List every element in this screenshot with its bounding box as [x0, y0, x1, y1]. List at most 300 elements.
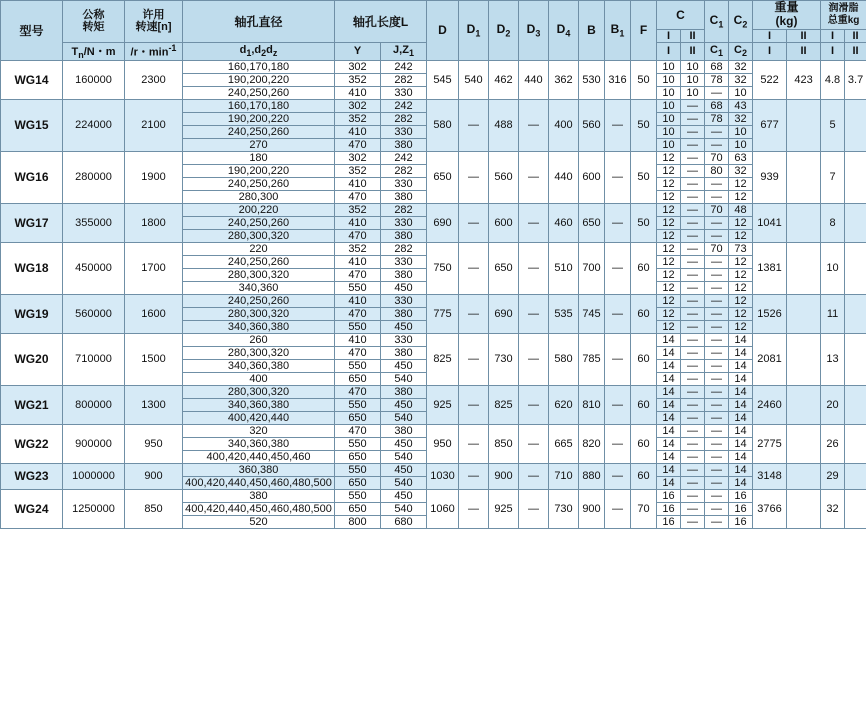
cell-torque: 800000	[63, 385, 125, 424]
cell-C1: —	[705, 398, 729, 411]
cell-D4: 730	[549, 489, 579, 528]
cell-bore-length-J: 450	[381, 281, 427, 294]
cell-grease-I: 10	[821, 242, 845, 294]
cell-B1: —	[605, 242, 631, 294]
cell-grease-II	[845, 99, 866, 151]
cell-C2: 14	[729, 450, 753, 463]
cell-C-I: 14	[657, 333, 681, 346]
header-weight: 重量 (kg)	[753, 1, 821, 30]
cell-bore-length-J: 540	[381, 450, 427, 463]
cell-grease-I: 5	[821, 99, 845, 151]
header-weight-I: I	[753, 29, 787, 42]
cell-D1: —	[459, 151, 489, 203]
cell-B: 810	[579, 385, 605, 424]
cell-C2: 14	[729, 359, 753, 372]
cell-bore-length-J: 330	[381, 86, 427, 99]
cell-C1: 68	[705, 99, 729, 112]
cell-C-I: 12	[657, 177, 681, 190]
cell-D1: —	[459, 294, 489, 333]
table-row	[1, 203, 866, 216]
header-C-II-2: II	[681, 42, 705, 60]
cell-C2: 14	[729, 411, 753, 424]
cell-C-II: —	[681, 411, 705, 424]
cell-C-II: —	[681, 177, 705, 190]
cell-grease-I: 8	[821, 203, 845, 242]
cell-D2: 650	[489, 242, 519, 294]
cell-D1: —	[459, 333, 489, 385]
cell-C2: 12	[729, 268, 753, 281]
cell-bore-length-Y: 470	[335, 307, 381, 320]
cell-bore-diameter: 220	[183, 242, 335, 255]
cell-D3: —	[519, 424, 549, 463]
cell-speed: 2100	[125, 99, 183, 151]
cell-C1: —	[705, 450, 729, 463]
cell-torque: 1000000	[63, 463, 125, 489]
cell-D3: —	[519, 203, 549, 242]
cell-bore-length-J: 282	[381, 242, 427, 255]
cell-bore-diameter: 280,300,320	[183, 229, 335, 242]
cell-C-I: 14	[657, 346, 681, 359]
cell-C2: 14	[729, 424, 753, 437]
cell-C1: —	[705, 385, 729, 398]
cell-D4: 620	[549, 385, 579, 424]
cell-bore-length-J: 242	[381, 60, 427, 73]
header-grease: 润滑脂 总重kg	[821, 1, 866, 30]
cell-C1: —	[705, 229, 729, 242]
cell-C1: 68	[705, 60, 729, 73]
cell-bore-length-J: 380	[381, 229, 427, 242]
cell-D: 545	[427, 60, 459, 99]
cell-bore-diameter: 340,360,380	[183, 359, 335, 372]
cell-D4: 362	[549, 60, 579, 99]
header-weight-II: II	[787, 29, 821, 42]
cell-C2: 12	[729, 294, 753, 307]
cell-C-II: —	[681, 164, 705, 177]
cell-F: 50	[631, 60, 657, 99]
cell-D2: 488	[489, 99, 519, 151]
cell-C-II: —	[681, 112, 705, 125]
cell-C-I: 16	[657, 489, 681, 502]
cell-speed: 1700	[125, 242, 183, 294]
cell-C-I: 12	[657, 294, 681, 307]
header-C-I-2: I	[657, 42, 681, 60]
cell-bore-diameter: 240,250,260	[183, 86, 335, 99]
cell-C-I: 12	[657, 229, 681, 242]
header-bore-dia-symbols: $d_1,d_2d_z$	[183, 42, 335, 60]
cell-C2: 32	[729, 73, 753, 86]
cell-C-II: —	[681, 463, 705, 476]
cell-C2: 10	[729, 138, 753, 151]
cell-bore-length-Y: 470	[335, 190, 381, 203]
header-C2: $C_2$	[729, 1, 753, 43]
cell-B: 650	[579, 203, 605, 242]
cell-bore-length-Y: 650	[335, 411, 381, 424]
cell-bore-length-Y: 550	[335, 463, 381, 476]
cell-torque: 355000	[63, 203, 125, 242]
cell-D3: —	[519, 489, 549, 528]
cell-C-I: 12	[657, 255, 681, 268]
cell-weight-II	[787, 203, 821, 242]
cell-grease-II	[845, 151, 866, 203]
cell-C-I: 14	[657, 450, 681, 463]
cell-C2: 32	[729, 112, 753, 125]
cell-bore-length-Y: 302	[335, 151, 381, 164]
cell-model: WG19	[1, 294, 63, 333]
cell-D1: —	[459, 424, 489, 463]
cell-grease-II	[845, 385, 866, 424]
cell-D: 775	[427, 294, 459, 333]
cell-D3: —	[519, 463, 549, 489]
cell-bore-length-Y: 410	[335, 255, 381, 268]
cell-D: 1060	[427, 489, 459, 528]
cell-C1: —	[705, 125, 729, 138]
cell-B1: —	[605, 463, 631, 489]
cell-bore-length-Y: 550	[335, 359, 381, 372]
cell-bore-length-J: 242	[381, 151, 427, 164]
cell-F: 60	[631, 385, 657, 424]
header-model: 型号	[1, 1, 63, 61]
cell-B1: —	[605, 333, 631, 385]
cell-bore-length-Y: 550	[335, 437, 381, 450]
cell-bore-length-Y: 410	[335, 177, 381, 190]
cell-bore-length-J: 242	[381, 99, 427, 112]
cell-bore-length-Y: 470	[335, 229, 381, 242]
cell-D2: 690	[489, 294, 519, 333]
cell-C-I: 10	[657, 112, 681, 125]
cell-torque: 160000	[63, 60, 125, 99]
table-row	[1, 463, 866, 476]
cell-weight-I: 2081	[753, 333, 787, 385]
header-F: F	[631, 1, 657, 61]
cell-grease-I: 32	[821, 489, 845, 528]
cell-C2: 43	[729, 99, 753, 112]
cell-bore-diameter: 280,300,320	[183, 307, 335, 320]
cell-C-II: —	[681, 216, 705, 229]
cell-weight-I: 1041	[753, 203, 787, 242]
cell-D3: —	[519, 99, 549, 151]
cell-bore-length-Y: 302	[335, 99, 381, 112]
cell-B: 560	[579, 99, 605, 151]
cell-D: 825	[427, 333, 459, 385]
header-B1: $B_1$	[605, 1, 631, 61]
cell-model: WG20	[1, 333, 63, 385]
header-torque: 公称 转矩	[63, 1, 125, 43]
cell-torque: 710000	[63, 333, 125, 385]
cell-C-I: 10	[657, 125, 681, 138]
cell-model: WG14	[1, 60, 63, 99]
table-row	[1, 60, 866, 73]
cell-bore-length-Y: 550	[335, 320, 381, 333]
header-grease-I-2: I	[821, 42, 845, 60]
cell-bore-length-J: 450	[381, 320, 427, 333]
cell-C2: 32	[729, 60, 753, 73]
cell-C-II: —	[681, 151, 705, 164]
table-body	[1, 60, 866, 528]
cell-bore-diameter: 520	[183, 515, 335, 528]
cell-bore-length-Y: 800	[335, 515, 381, 528]
cell-C2: 12	[729, 229, 753, 242]
cell-C-II: —	[681, 281, 705, 294]
cell-bore-diameter: 340,360,380	[183, 320, 335, 333]
cell-bore-diameter: 400,420,440,450,460,480,500	[183, 502, 335, 515]
cell-F: 60	[631, 424, 657, 463]
cell-C2: 10	[729, 86, 753, 99]
cell-bore-diameter: 190,200,220	[183, 73, 335, 86]
cell-model: WG18	[1, 242, 63, 294]
cell-grease-II	[845, 294, 866, 333]
cell-C2: 14	[729, 385, 753, 398]
cell-C-II: —	[681, 307, 705, 320]
header-torque-unit: $T_n/N$・m	[63, 42, 125, 60]
header-grease-II-2: II	[845, 42, 866, 60]
cell-C2: 16	[729, 502, 753, 515]
cell-D2: 825	[489, 385, 519, 424]
cell-weight-I: 677	[753, 99, 787, 151]
cell-speed: 1800	[125, 203, 183, 242]
cell-C-II: —	[681, 398, 705, 411]
cell-torque: 224000	[63, 99, 125, 151]
cell-B1: —	[605, 203, 631, 242]
cell-D3: 440	[519, 60, 549, 99]
cell-weight-I: 2460	[753, 385, 787, 424]
cell-B1: 316	[605, 60, 631, 99]
cell-bore-diameter: 160,170,180	[183, 60, 335, 73]
cell-bore-diameter: 160,170,180	[183, 99, 335, 112]
cell-bore-diameter: 240,250,260	[183, 177, 335, 190]
cell-C1: —	[705, 255, 729, 268]
cell-C-I: 12	[657, 164, 681, 177]
cell-C2: 14	[729, 398, 753, 411]
cell-D4: 440	[549, 151, 579, 203]
cell-C-I: 10	[657, 138, 681, 151]
cell-C1: —	[705, 294, 729, 307]
cell-C1: —	[705, 216, 729, 229]
cell-torque: 560000	[63, 294, 125, 333]
cell-weight-II	[787, 424, 821, 463]
cell-C-II: —	[681, 138, 705, 151]
cell-bore-length-J: 380	[381, 138, 427, 151]
header-C1: $C_1$	[705, 1, 729, 43]
cell-C2: 14	[729, 372, 753, 385]
cell-F: 50	[631, 203, 657, 242]
cell-C1: —	[705, 268, 729, 281]
cell-bore-length-Y: 470	[335, 424, 381, 437]
cell-D: 925	[427, 385, 459, 424]
cell-C1: 70	[705, 151, 729, 164]
cell-C-II: 10	[681, 73, 705, 86]
cell-B1: —	[605, 294, 631, 333]
cell-bore-diameter: 340,360,380	[183, 437, 335, 450]
cell-C-I: 14	[657, 437, 681, 450]
cell-weight-I: 1381	[753, 242, 787, 294]
header-len-J: $J,Z_1$	[381, 42, 427, 60]
cell-torque: 1250000	[63, 489, 125, 528]
cell-D4: 535	[549, 294, 579, 333]
cell-bore-length-J: 380	[381, 190, 427, 203]
cell-model: WG15	[1, 99, 63, 151]
cell-C2: 16	[729, 489, 753, 502]
cell-grease-II	[845, 489, 866, 528]
cell-speed: 1300	[125, 385, 183, 424]
cell-D3: —	[519, 333, 549, 385]
table-row	[1, 151, 866, 164]
cell-D1: —	[459, 203, 489, 242]
cell-B1: —	[605, 99, 631, 151]
cell-D: 580	[427, 99, 459, 151]
cell-C-II: —	[681, 489, 705, 502]
cell-model: WG22	[1, 424, 63, 463]
cell-C1: —	[705, 307, 729, 320]
table-header	[1, 1, 866, 61]
cell-C-I: 14	[657, 385, 681, 398]
cell-C-II: —	[681, 424, 705, 437]
cell-D4: 580	[549, 333, 579, 385]
cell-bore-diameter: 280,300	[183, 190, 335, 203]
cell-C1: —	[705, 489, 729, 502]
cell-bore-length-Y: 352	[335, 73, 381, 86]
cell-C-II: 10	[681, 60, 705, 73]
header-bore-length: 轴孔长度L	[335, 1, 427, 43]
cell-bore-diameter: 380	[183, 489, 335, 502]
cell-C1: —	[705, 359, 729, 372]
cell-F: 60	[631, 242, 657, 294]
cell-bore-length-Y: 410	[335, 125, 381, 138]
cell-weight-I: 939	[753, 151, 787, 203]
cell-C-I: 10	[657, 99, 681, 112]
header-C2-2: $C_2$	[729, 42, 753, 60]
header-D: D	[427, 1, 459, 61]
cell-C1: —	[705, 190, 729, 203]
cell-C-II: —	[681, 437, 705, 450]
cell-bore-diameter: 270	[183, 138, 335, 151]
cell-C-II: —	[681, 229, 705, 242]
cell-speed: 900	[125, 463, 183, 489]
cell-C1: —	[705, 333, 729, 346]
cell-model: WG21	[1, 385, 63, 424]
header-C: C	[657, 1, 705, 30]
cell-bore-length-Y: 410	[335, 216, 381, 229]
cell-bore-length-J: 540	[381, 411, 427, 424]
cell-grease-I: 26	[821, 424, 845, 463]
cell-speed: 2300	[125, 60, 183, 99]
cell-C1: —	[705, 281, 729, 294]
cell-bore-diameter: 280,300,320	[183, 346, 335, 359]
cell-C-II: —	[681, 203, 705, 216]
cell-D: 690	[427, 203, 459, 242]
table-row	[1, 294, 866, 307]
cell-D3: —	[519, 151, 549, 203]
cell-C-I: 12	[657, 242, 681, 255]
cell-C-I: 10	[657, 73, 681, 86]
cell-D2: 730	[489, 333, 519, 385]
cell-torque: 900000	[63, 424, 125, 463]
cell-C1: 70	[705, 242, 729, 255]
cell-C2: 48	[729, 203, 753, 216]
header-bore-diameter: 轴孔直径	[183, 1, 335, 43]
cell-C1: 70	[705, 203, 729, 216]
header-D3: $D_3$	[519, 1, 549, 61]
cell-weight-I: 3766	[753, 489, 787, 528]
cell-B: 745	[579, 294, 605, 333]
cell-model: WG16	[1, 151, 63, 203]
cell-D2: 462	[489, 60, 519, 99]
cell-grease-I: 29	[821, 463, 845, 489]
cell-C2: 14	[729, 346, 753, 359]
cell-D: 750	[427, 242, 459, 294]
cell-bore-length-J: 380	[381, 268, 427, 281]
cell-C-II: —	[681, 294, 705, 307]
cell-C-II: —	[681, 125, 705, 138]
cell-D1: —	[459, 242, 489, 294]
cell-bore-length-J: 380	[381, 424, 427, 437]
cell-bore-diameter: 240,250,260	[183, 255, 335, 268]
cell-bore-length-J: 380	[381, 385, 427, 398]
cell-bore-length-Y: 470	[335, 138, 381, 151]
cell-bore-length-J: 282	[381, 73, 427, 86]
cell-bore-length-J: 450	[381, 437, 427, 450]
cell-D2: 925	[489, 489, 519, 528]
cell-bore-length-J: 330	[381, 333, 427, 346]
cell-F: 50	[631, 99, 657, 151]
cell-B: 530	[579, 60, 605, 99]
cell-speed: 1500	[125, 333, 183, 385]
cell-C1: —	[705, 424, 729, 437]
cell-bore-diameter: 240,250,260	[183, 216, 335, 229]
cell-B1: —	[605, 424, 631, 463]
cell-weight-II	[787, 99, 821, 151]
cell-B: 600	[579, 151, 605, 203]
cell-weight-II	[787, 385, 821, 424]
cell-bore-diameter: 400,420,440	[183, 411, 335, 424]
header-speed: 许用 转速[n]	[125, 1, 183, 43]
header-grease-I: I	[821, 29, 845, 42]
cell-C1: —	[705, 476, 729, 489]
header-C1-2: $C_1$	[705, 42, 729, 60]
cell-C-II: —	[681, 476, 705, 489]
cell-C-II: 10	[681, 86, 705, 99]
cell-C-I: 14	[657, 359, 681, 372]
cell-C-I: 12	[657, 268, 681, 281]
cell-bore-length-J: 330	[381, 125, 427, 138]
cell-D2: 900	[489, 463, 519, 489]
cell-B1: —	[605, 489, 631, 528]
cell-C1: —	[705, 463, 729, 476]
cell-D3: —	[519, 242, 549, 294]
cell-C-II: —	[681, 359, 705, 372]
cell-bore-length-J: 540	[381, 502, 427, 515]
cell-weight-II	[787, 151, 821, 203]
cell-torque: 450000	[63, 242, 125, 294]
header-D1: $D_1$	[459, 1, 489, 61]
cell-bore-length-Y: 470	[335, 346, 381, 359]
cell-weight-II	[787, 333, 821, 385]
cell-speed: 1900	[125, 151, 183, 203]
cell-C-I: 14	[657, 424, 681, 437]
cell-B: 900	[579, 489, 605, 528]
cell-grease-I: 11	[821, 294, 845, 333]
cell-C2: 14	[729, 463, 753, 476]
header-len-Y: Y	[335, 42, 381, 60]
cell-bore-length-Y: 410	[335, 333, 381, 346]
cell-C2: 14	[729, 476, 753, 489]
cell-bore-diameter: 340,360	[183, 281, 335, 294]
cell-grease-II	[845, 203, 866, 242]
cell-D: 950	[427, 424, 459, 463]
cell-F: 70	[631, 489, 657, 528]
cell-C2: 12	[729, 255, 753, 268]
cell-C-II: —	[681, 515, 705, 528]
cell-bore-length-Y: 650	[335, 476, 381, 489]
